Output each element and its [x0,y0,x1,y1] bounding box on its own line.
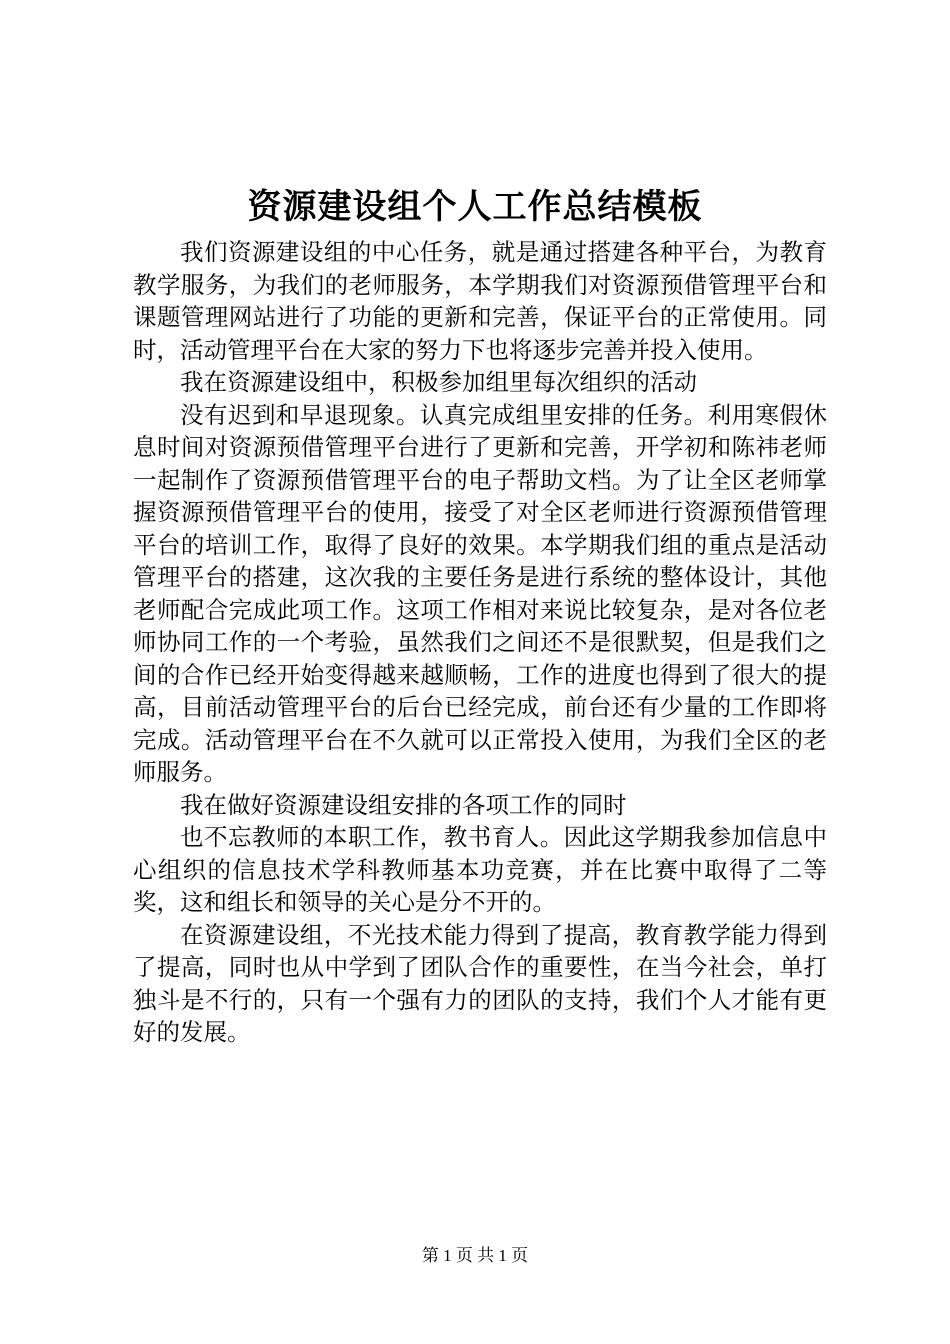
paragraph: 没有迟到和早退现象。认真完成组里安排的任务。利用寒假休息时间对资源预借管理平台进行了更新和完善，开学初和陈祎老师一起制作了资源预借管理平台的电子帮助文档。为了让全区老师掌握资源预借管理平台的使用，接受了对全区老师进行资源预借管理平台的培训工作，取得了良好的效果。本学期我们组的重点是活动管理平台的搭建，这次我的主要任务是进行系统的整体设计，其他老师配合完成此项工作。这项工作相对来说比较复杂，是对各位老师协同工作的一个考验，虽然我们之间还不是很默契，但是我们之间的合作已经开始变得越来越顺畅，工作的进度也得到了很大的提高，目前活动管理平台的后台已经完成，前台还有少量的工作即将完成。活动管理平台在不久就可以正常投入使用，为我们全区的老师服务。 [133,400,827,786]
paragraph: 也不忘教师的本职工作，教书育人。因此这学期我参加信息中心组织的信息技术学科教师基本功竞赛，并在比赛中取得了二等奖，这和组长和领导的关心是分不开的。 [133,823,827,916]
page-footer: 第 1 页 共 1 页 [421,1246,529,1265]
document-body [133,236,827,1049]
paragraph: 在资源建设组，不光技术能力得到了提高，教育教学能力得到了提高，同时也从中学到了团队合作的重要性，在当今社会，单打独斗是不行的，只有一个强有力的团队的支持，我们个人才能有更好的发展。 [133,920,827,1046]
paragraph: 我们资源建设组的中心任务，就是通过搭建各种平台，为教育教学服务，为我们的老师服务，本学期我们对资源预借管理平台和课题管理网站进行了功能的更新和完善，保证平台的正常使用。同时，活动管理平台在大家的努力下也将逐步完善并投入使用。 [133,238,827,364]
page-title: 资源建设组个人工作总结模板 [247,187,703,227]
paragraph: 我在做好资源建设组安排的各项工作的同时 [180,790,627,819]
paragraph: 我在资源建设组中，积极参加组里每次组织的活动 [180,368,697,396]
